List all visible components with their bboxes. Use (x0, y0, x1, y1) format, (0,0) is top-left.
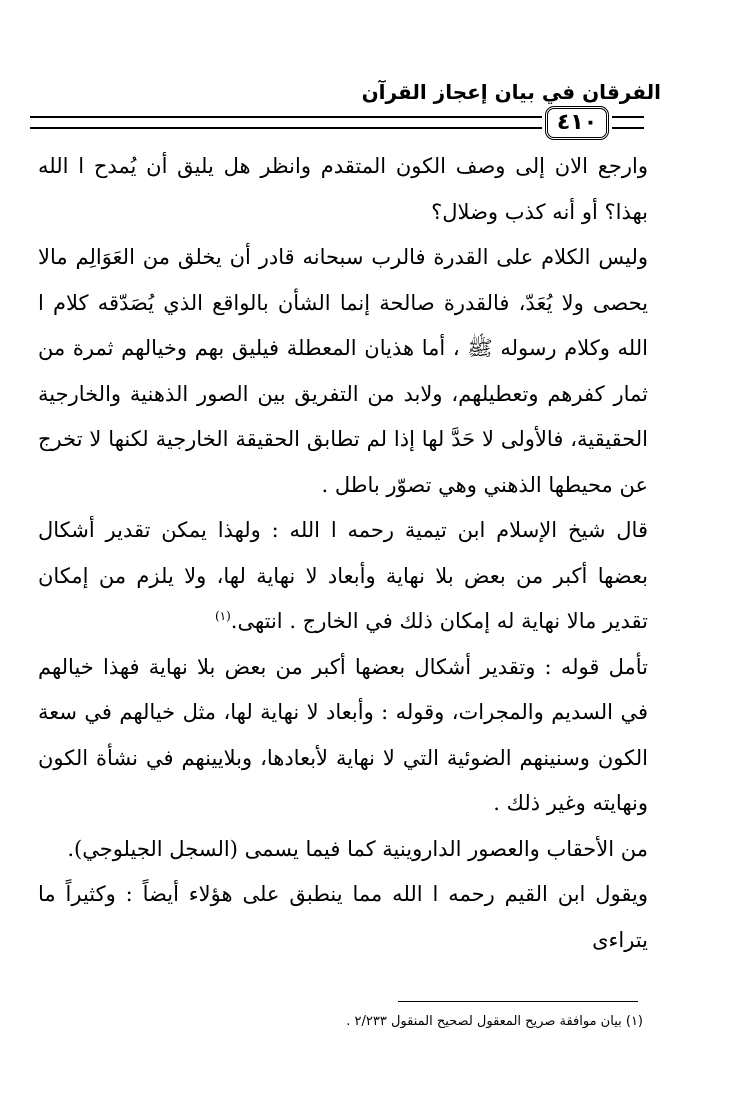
paragraph: ويقول ابن القيم رحمه ا الله مما ينطبق على هؤلاء أيضاً : وكثيراً ما يتراءى (38, 882, 648, 952)
paragraph-text: قال شيخ الإسلام ابن تيمية رحمه ا الله : ولهذا يمكن تقدير أشكال بعضها أكبر من بعض بلا نهاية وأبعاد لا نهاية لها، ولا يلزم من إمكان تقدير مالا نهاية له إمكان ذلك في الخارج . انتهى. (38, 518, 648, 633)
paragraph (38, 508, 648, 645)
footnote-separator (398, 1001, 638, 1002)
paragraph: وارجع الان إلى وصف الكون المتقدم وانظر هل يليق أن يُمدح ا الله بهذا؟ أو أنه كذب وضلال؟ (38, 154, 648, 224)
paragraph: وليس الكلام على القدرة فالرب سبحانه قادر أن يخلق من العَوَالِم مالا يحصى ولا يُعَدّ، فالقدرة صالحة إنما الشأن بالواقع الذي يُصَدّقه كلام ا الله وكلام رسوله ﷺ ، أما هذيان المعطلة فيليق بهم وخيالهم ثمرة من ثمار كفرهم وتعطيلهم، ولابد من التفريق بين الصور الذهنية والخارجية الحقيقية، فالأولى لا حَدَّ لها إذا لم تطابق الحقيقة الخارجية لكنها لا تخرج عن محيطها الذهني وهي تصوّر باطل . (38, 245, 648, 497)
header-rule-right-upper (612, 116, 644, 118)
header-rule-right-lower (612, 127, 644, 129)
footnote-marker: (١) (214, 609, 231, 623)
paragraph: تأمل قوله : وتقدير أشكال بعضها أكبر من بعض بلا نهاية فهذا خيالهم في السديم والمجرات، وقوله : وأبعاد لا نهاية لها، مثل خيالهم في سعة الكون وسنينهم الضوئية التي لا نهاية لأبعادها، وبلايينهم في نشأة الكون ونهايته وغير ذلك . (38, 654, 648, 815)
header-rule-lower (30, 127, 542, 129)
paragraph: من الأحقاب والعصور الداروينية كما فيما يسمى (السجل الجيلوجي). (67, 836, 648, 861)
running-title: الفرقان في بيان إعجاز القرآن (361, 80, 661, 104)
page-number: ٤١٠ (545, 106, 609, 140)
main-text (38, 144, 648, 963)
header-rule-upper (30, 116, 542, 118)
footnote: (١) بيان موافقة صريح المعقول لصحيح المنقول ٢/٢٣٣ . (346, 1014, 643, 1029)
